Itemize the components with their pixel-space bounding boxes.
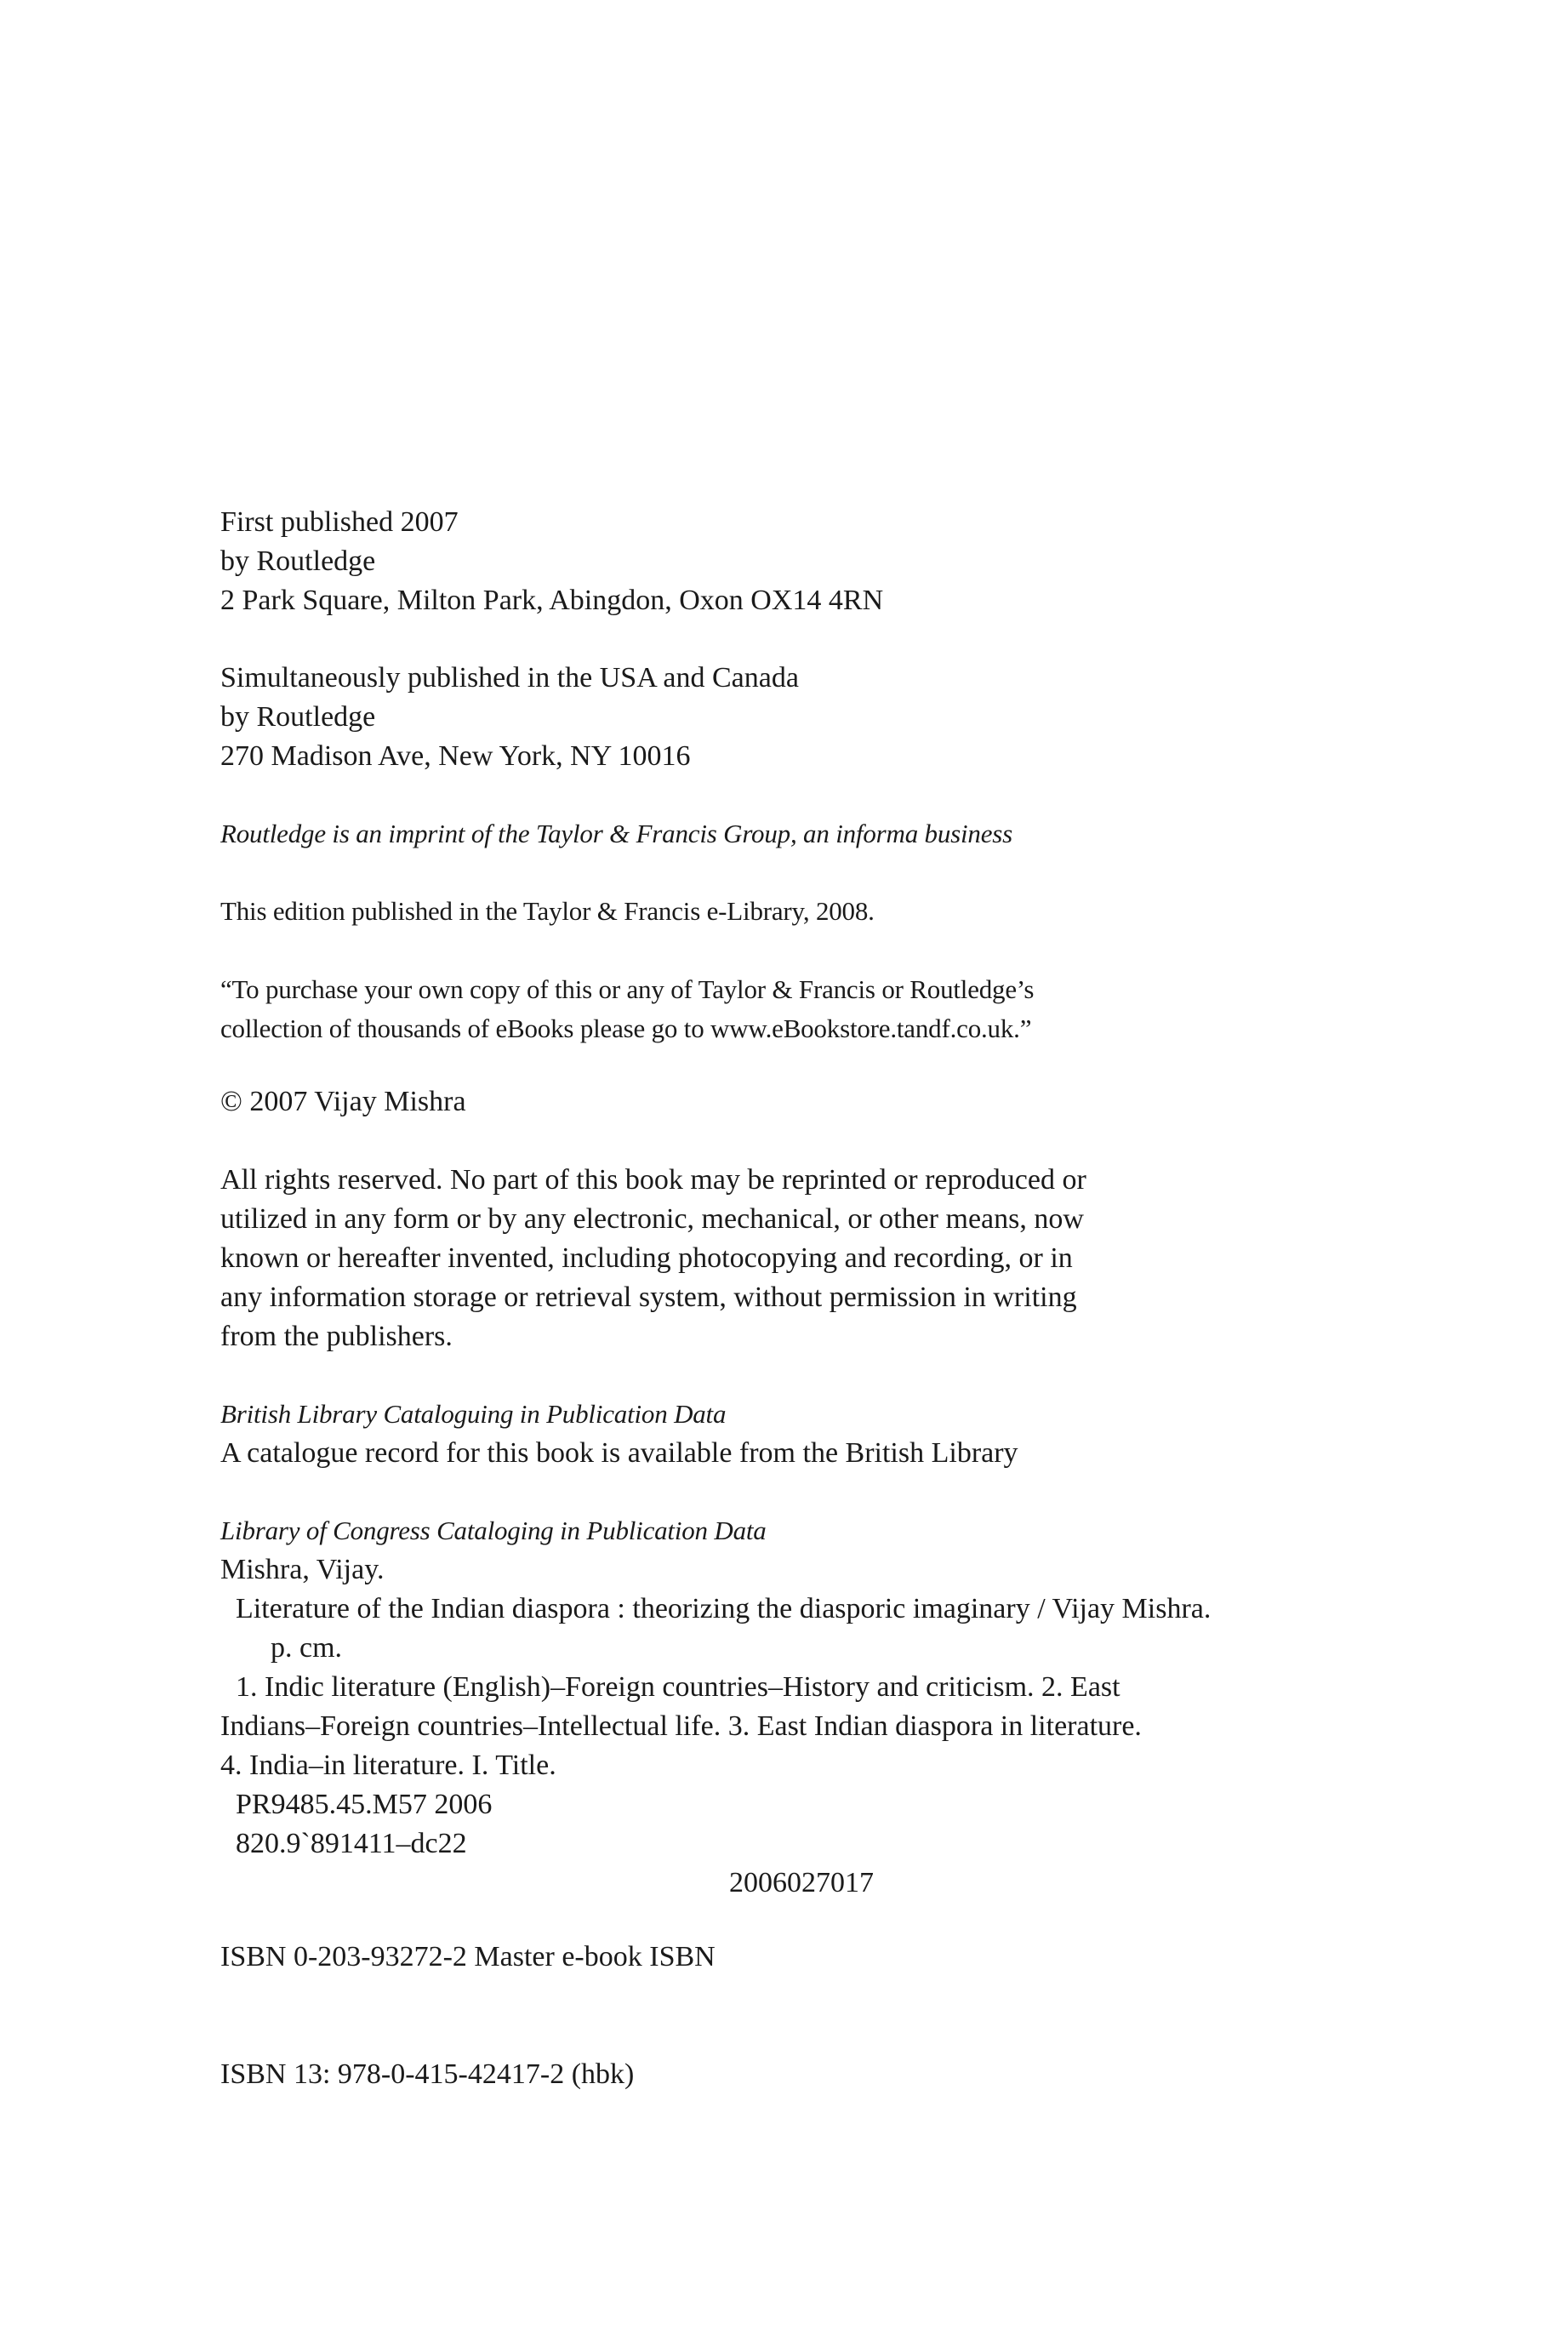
british-library-text: A catalogue record for this book is available from the British Library (220, 1437, 1018, 1469)
loc-block (220, 1511, 1411, 1903)
purchase-block (220, 970, 1411, 1048)
copyright-block (220, 1082, 1411, 1122)
copyright-line: © 2007 Vijay Mishra (220, 1086, 466, 1117)
loc-author: Mishra, Vijay. (220, 1554, 385, 1585)
isbn-ebook-block (220, 1938, 1411, 1977)
edition-block (220, 892, 1411, 931)
imprint-block (220, 814, 1411, 853)
loc-title: Literature of the Indian diaspora : theorizing the diasporic imaginary / Vijay Mishra. (236, 1593, 1212, 1624)
loc-heading: Library of Congress Cataloging in Publication Data (220, 1516, 767, 1545)
rights-block (220, 1161, 1411, 1356)
purchase-note-line-1: “To purchase your own copy of this or any of Taylor & Francis or Routledge’s (220, 974, 1035, 1004)
loc-subjects-line-1: 1. Indic literature (English)–Foreign countries–History and criticism. 2. East (236, 1671, 1120, 1703)
usa-publication-block (220, 659, 1411, 776)
publisher-line: by Routledge (220, 545, 376, 577)
loc-control-number: 2006027017 (729, 1867, 874, 1898)
rights-line-2: utilized in any form or by any electronic, mechanical, or other means, now (220, 1203, 1084, 1235)
publisher-address: 2 Park Square, Milton Park, Abingdon, Oxon OX14 4RN (220, 585, 884, 616)
loc-pages: p. cm. (271, 1632, 343, 1664)
rights-line-1: All rights reserved. No part of this book may be reprinted or reproduced or (220, 1164, 1086, 1196)
rights-line-3: known or hereafter invented, including photocopying and recording, or in (220, 1242, 1073, 1274)
imprint-note: Routledge is an imprint of the Taylor & Francis Group, an informa business (220, 819, 1013, 848)
isbn-hbk: ISBN 13: 978-0-415-42417-2 (hbk) (220, 2058, 635, 2090)
usa-publisher-line: by Routledge (220, 701, 376, 733)
first-published-line: First published 2007 (220, 506, 459, 538)
usa-publication-line: Simultaneously published in the USA and Canada (220, 662, 799, 694)
loc-subjects-line-2: Indians–Foreign countries–Intellectual life. 3. East Indian diaspora in literature. (220, 1710, 1142, 1742)
purchase-note-line-2: collection of thousands of eBooks please go to www.eBookstore.tandf.co.uk.” (220, 1013, 1032, 1043)
loc-classification: 820.9`891411–dc22 (236, 1828, 467, 1859)
british-library-block (220, 1395, 1411, 1473)
rights-line-4: any information storage or retrieval system, without permission in writing (220, 1282, 1077, 1313)
isbn-ebook: ISBN 0-203-93272-2 Master e-book ISBN (220, 1941, 716, 1972)
british-library-heading: British Library Cataloguing in Publication Data (220, 1399, 727, 1429)
loc-call-number: PR9485.45.M57 2006 (236, 1789, 493, 1820)
usa-publisher-address: 270 Madison Ave, New York, NY 10016 (220, 740, 691, 772)
first-publication-block (220, 503, 1411, 620)
isbn-hbk-block (220, 2055, 1411, 2094)
rights-line-5: from the publishers. (220, 1321, 453, 1352)
edition-note: This edition published in the Taylor & Francis e-Library, 2008. (220, 896, 875, 926)
loc-subjects-line-3: 4. India–in literature. I. Title. (220, 1750, 556, 1781)
